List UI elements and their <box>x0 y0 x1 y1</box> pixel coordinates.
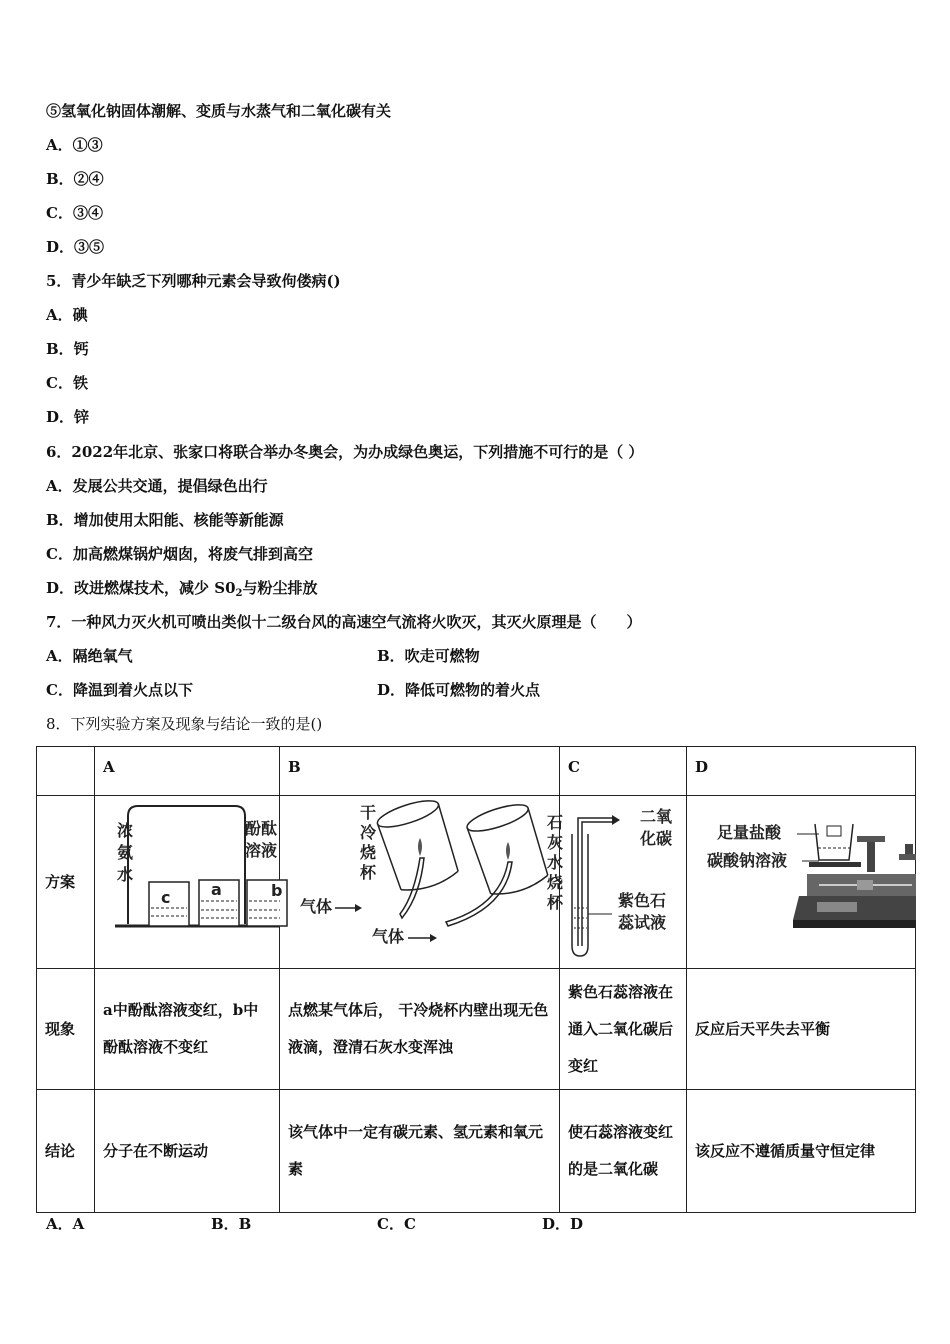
q4-item5: ⑤氢氧化钠固体潮解、变质与水蒸气和二氧化碳有关 <box>46 102 392 120</box>
q7-option-a: A．隔绝氧气 <box>46 647 133 665</box>
table-row-conclusion <box>37 1090 916 1213</box>
fig-b-gas-label-1: 气体 <box>300 897 333 916</box>
fig-c-label-co2-2: 化碳 <box>640 829 673 848</box>
fig-c-label-litmus-2: 蕊试液 <box>618 913 667 932</box>
q8-option-d: D．D <box>542 1215 584 1233</box>
fig-d-label-hcl: 足量盐酸 <box>717 823 782 842</box>
q4-option-d: D．③⑤ <box>46 238 105 256</box>
row-label-plan: 方案 <box>37 796 95 969</box>
header-cell-c: C <box>560 747 687 796</box>
fig-b-label-shui: 水 <box>547 853 564 872</box>
figure-c-litmus-co2 <box>560 796 687 968</box>
figure-a-cell <box>95 796 283 969</box>
q6-option-b: B．增加使用太阳能、核能等新能源 <box>46 511 284 529</box>
figure-d-cell <box>687 796 916 969</box>
fig-b-label-bei: 杯 <box>360 863 377 882</box>
figure-d-balance <box>687 796 916 968</box>
q5-option-b: B．钙 <box>46 340 89 358</box>
fig-d-label-na2co3: 碳酸钠溶液 <box>707 851 788 870</box>
q8-stem: 8．下列实验方案及现象与结论一致的是() <box>46 715 323 733</box>
conclusion-d: 该反应不遵循质量守恒定律 <box>687 1090 916 1213</box>
fig-a-label-solution: 溶液 <box>245 841 278 860</box>
fig-b-label-leng: 冷 <box>360 823 377 842</box>
fig-a-beaker-b: b <box>271 881 283 900</box>
fig-b-label-shao2: 烧 <box>547 873 564 892</box>
conclusion-a: 分子在不断运动 <box>95 1090 280 1213</box>
q5-option-d: D．锌 <box>46 408 90 426</box>
phenomenon-c: 紫色石蕊溶液在通入二氧化碳后变红 <box>560 969 687 1090</box>
fig-b-gas-label-2: 气体 <box>372 927 405 946</box>
q7-option-d: D．降低可燃物的着火点 <box>377 681 541 699</box>
table-row-plan <box>37 796 916 969</box>
fig-c-label-co2-1: 二氧 <box>640 807 673 826</box>
figure-b-cell <box>280 796 564 969</box>
fig-a-beaker-a: a <box>211 880 222 899</box>
q4-option-c: C．③④ <box>46 204 103 222</box>
fig-b-label-bei2: 杯 <box>547 893 564 912</box>
q8-option-c: C．C <box>377 1215 416 1233</box>
q5-stem: 5．青少年缺乏下列哪种元素会导致佝偻病() <box>46 272 341 290</box>
fig-a-label-an: 氨 <box>117 843 134 862</box>
header-cell-d: D <box>687 747 916 796</box>
experiment-table <box>36 746 916 1213</box>
fig-b-label-gan: 干 <box>360 803 377 822</box>
q4-option-b: B．②④ <box>46 170 104 188</box>
table-header-row <box>37 747 916 796</box>
fig-b-label-hui: 灰 <box>547 833 564 852</box>
q6-option-c: C．加高燃煤锅炉烟囱，将废气排到高空 <box>46 545 313 563</box>
q7-option-b: B．吹走可燃物 <box>377 647 480 665</box>
q6-option-d <box>46 578 318 604</box>
phenomenon-a: a中酚酞溶液变红，b中酚酞溶液不变红 <box>95 969 280 1090</box>
q8-option-b: B．B <box>211 1215 252 1233</box>
q6-option-a: A．发展公共交通，提倡绿色出行 <box>46 477 268 495</box>
q6-option-d-subscript: 2 <box>235 588 243 599</box>
q6-stem: 6．2022年北京、张家口将联合举办冬奥会，为办成绿色奥运，下列措施不可行的是（ ） <box>46 443 644 461</box>
fig-a-label-nongg: 浓 <box>117 821 134 840</box>
header-cell-a: A <box>95 747 280 796</box>
header-cell-empty <box>37 747 95 796</box>
phenomenon-b: 点燃某气体后， 干冷烧杯内壁出现无色液滴，澄清石灰水变浑浊 <box>280 969 560 1090</box>
fig-a-label-phenol: 酚酞 <box>245 819 278 838</box>
q5-option-c: C．铁 <box>46 374 88 392</box>
q7-stem: 7．一种风力灭火机可喷出类似十二级台风的高速空气流将火吹灭，其灭火原理是（ ） <box>46 613 642 631</box>
fig-c-label-litmus-1: 紫色石 <box>618 891 667 910</box>
conclusion-c: 使石蕊溶液变红的是二氧化碳 <box>560 1090 687 1213</box>
fig-a-beaker-c: c <box>161 888 171 907</box>
q6-option-d-post: 与粉尘排放 <box>242 579 318 597</box>
row-label-phenomenon: 现象 <box>37 969 95 1090</box>
conclusion-b: 该气体中一定有碳元素、氢元素和氧元素 <box>280 1090 560 1213</box>
q7-option-c: C．降温到着火点以下 <box>46 681 193 699</box>
q4-option-a: A．①③ <box>46 136 103 154</box>
q5-option-a: A．碘 <box>46 306 88 324</box>
fig-b-label-shao: 烧 <box>360 843 377 862</box>
figure-c-cell <box>560 796 687 969</box>
q8-option-a: A．A <box>46 1215 85 1233</box>
figure-b-gas-combustion <box>280 796 564 968</box>
table-row-phenomenon <box>37 969 916 1090</box>
row-label-conclusion: 结论 <box>37 1090 95 1213</box>
header-cell-b: B <box>280 747 560 796</box>
phenomenon-d: 反应后天平失去平衡 <box>687 969 916 1090</box>
q6-option-d-pre: D．改进燃煤技术，减少 S0 <box>46 579 236 597</box>
figure-a-ammonia-diffusion <box>95 796 283 968</box>
fig-b-label-shi: 石 <box>547 813 564 832</box>
fig-a-label-shui: 水 <box>117 865 134 884</box>
